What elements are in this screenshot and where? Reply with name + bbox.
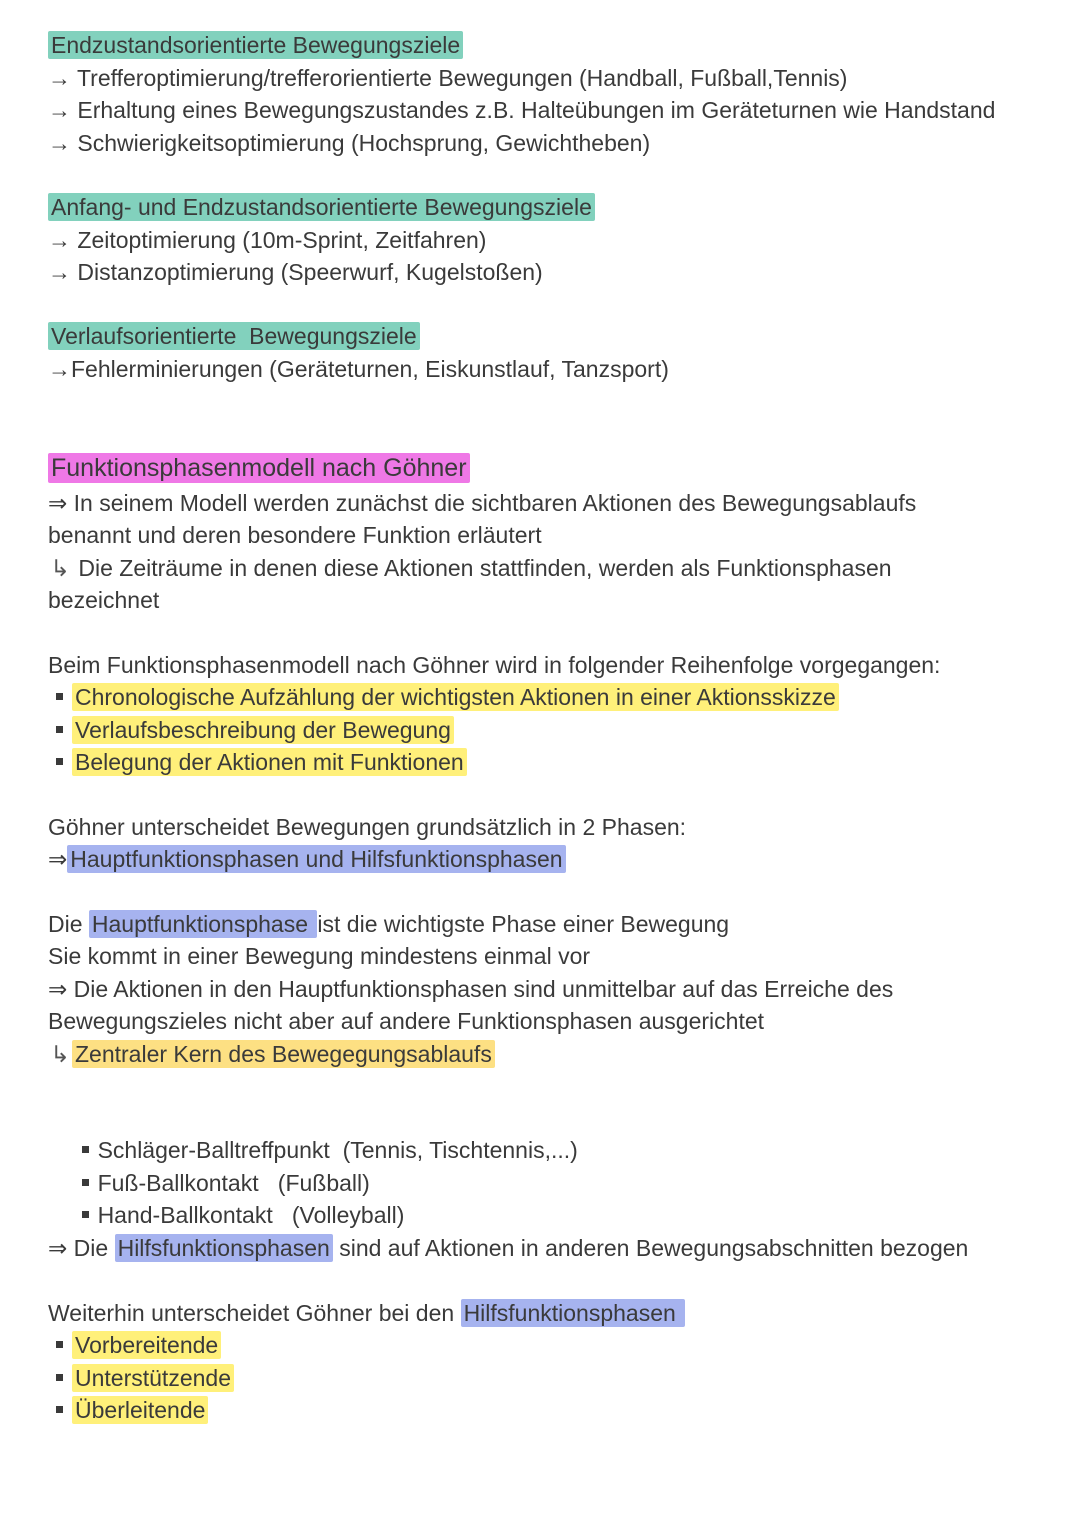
turn-arrow-icon: ↳ xyxy=(50,1041,70,1067)
main-suffix: ist die wichtigste Phase einer Bewegung xyxy=(317,911,730,937)
paragraph-line xyxy=(48,811,1060,843)
list-item xyxy=(48,62,1060,94)
bullet-icon xyxy=(56,693,63,700)
bullet-icon xyxy=(56,1341,63,1348)
aux-type-1: Vorbereitende xyxy=(72,1331,221,1359)
aux-intro-term: Hilfsfunktionsphasen xyxy=(461,1299,686,1327)
phases-text: Hauptfunktionsphasen und Hilfsfunktionsphasen xyxy=(67,845,565,873)
order-item-3: Belegung der Aktionen mit Funktionen xyxy=(72,748,467,776)
section2-item-2: Distanzoptimierung (Speerwurf, Kugelstoßen) xyxy=(77,259,543,285)
section4-heading: Funktionsphasenmodell nach Göhner xyxy=(48,453,470,483)
section1-heading: Endzustandsorientierte Bewegungsziele xyxy=(48,31,463,59)
order-item-1: Chronologische Aufzählung der wichtigsten Aktionen in einer Aktionsskizze xyxy=(72,683,839,711)
list-item xyxy=(48,681,1060,713)
double-arrow-icon: ⇒ xyxy=(48,846,68,872)
double-arrow-icon: ⇒ xyxy=(48,1235,68,1261)
section2-item-1: Zeitoptimierung (10m-Sprint, Zeitfahren) xyxy=(77,227,487,253)
list-item xyxy=(48,1394,1060,1426)
paragraph-line xyxy=(48,1297,1060,1329)
section3-item-1: Fehlerminierungen (Geräteturnen, Eiskunstlauf, Tanzsport) xyxy=(71,356,669,382)
order-intro: Beim Funktionsphasenmodell nach Göhner wird in folgender Reihenfolge vorgegangen: xyxy=(48,652,941,678)
aux-intro: Weiterhin unterscheidet Göhner bei den xyxy=(48,1300,461,1326)
paragraph-line xyxy=(48,519,1060,551)
main-line-4: Bewegungszieles nicht aber auf andere Funktionsphasen ausgerichtet xyxy=(48,1008,765,1034)
main-prefix: Die xyxy=(48,911,89,937)
aux-term: Hilfsfunktionsphasen xyxy=(115,1234,333,1262)
section4-heading-line xyxy=(48,452,1060,484)
main-term: Hauptfunktionsphase xyxy=(89,910,318,938)
intro-text-2: benannt und deren besondere Funktion erläutert xyxy=(48,522,542,548)
section1-heading-line xyxy=(48,29,1060,61)
list-item xyxy=(48,94,1060,126)
section1-item-1: Trefferoptimierung/trefferorientierte Bewegungen (Handball, Fußball,Tennis) xyxy=(76,65,848,91)
section1-item-3: Schwierigkeitsoptimierung (Hochsprung, Gewichtheben) xyxy=(77,130,651,156)
paragraph-line xyxy=(48,940,1060,972)
sub-text-2: bezeichnet xyxy=(48,587,160,613)
turn-arrow-icon: ↳ xyxy=(50,555,70,581)
paragraph-line xyxy=(48,908,1060,940)
arrow-icon: → xyxy=(48,65,71,91)
bullet-icon xyxy=(56,1406,63,1413)
aux-type-3: Überleitende xyxy=(72,1396,208,1424)
paragraph-line xyxy=(48,1232,1060,1264)
list-item xyxy=(48,1102,1060,1163)
list-item xyxy=(48,1167,1060,1228)
sub-text-1: Die Zeiträume in denen diese Aktionen stattfinden, werden als Funktionsphasen xyxy=(78,555,892,581)
bullet-icon xyxy=(82,1211,89,1218)
list-item xyxy=(48,127,1060,159)
list-item xyxy=(48,1135,1060,1196)
core-text: Zentraler Kern des Bewegegungsablaufs xyxy=(72,1040,495,1068)
paragraph-line xyxy=(48,649,1060,681)
main-line-3: Die Aktionen in den Hauptfunktionsphasen sind unmittelbar auf das Erreiche des xyxy=(73,976,894,1002)
arrow-icon: → xyxy=(48,259,71,285)
arrow-icon: → xyxy=(48,227,71,253)
section2-heading-line xyxy=(48,191,1060,223)
list-item xyxy=(48,746,1060,778)
example-3: Hand-Ballkontakt (Volleyball) xyxy=(97,1202,405,1228)
paragraph-line xyxy=(48,584,1060,616)
list-item xyxy=(48,1362,1060,1394)
bullet-icon xyxy=(56,1374,63,1381)
section1-item-2: Erhaltung eines Bewegungszustandes z.B. Halteübungen im Geräteturnen wie Handstand xyxy=(77,97,996,123)
list-item xyxy=(48,714,1060,746)
main-line-2: Sie kommt in einer Bewegung mindestens einmal vor xyxy=(48,943,591,969)
double-arrow-icon: ⇒ xyxy=(48,490,68,516)
aux-type-2: Unterstützende xyxy=(72,1364,234,1392)
list-item xyxy=(48,224,1060,256)
aux-prefix: Die xyxy=(73,1235,115,1261)
paragraph-line xyxy=(48,487,1060,519)
paragraph-line xyxy=(48,552,1060,584)
intro-text-1: In seinem Modell werden zunächst die sichtbaren Aktionen des Bewegungsablaufs xyxy=(73,490,917,516)
aux-suffix: sind auf Aktionen in anderen Bewegungsabschnitten bezogen xyxy=(332,1235,969,1261)
arrow-icon: → xyxy=(48,130,71,156)
order-item-2: Verlaufsbeschreibung der Bewegung xyxy=(72,716,454,744)
arrow-icon: → xyxy=(48,356,71,382)
list-item xyxy=(48,353,1060,385)
section3-heading: Verlaufsorientierte Bewegungsziele xyxy=(48,322,420,350)
paragraph-line xyxy=(48,1005,1060,1037)
bullet-icon xyxy=(56,726,63,733)
list-item xyxy=(48,256,1060,288)
double-arrow-icon: ⇒ xyxy=(48,976,68,1002)
example-1: Schläger-Balltreffpunkt (Tennis, Tischtennis,...) xyxy=(97,1137,578,1163)
paragraph-line xyxy=(48,1038,1060,1070)
section3-heading-line xyxy=(48,320,1060,352)
section2-heading: Anfang- und Endzustandsorientierte Bewegungsziele xyxy=(48,193,595,221)
arrow-icon: → xyxy=(48,97,71,123)
bullet-icon xyxy=(56,758,63,765)
example-2: Fuß-Ballkontakt (Fußball) xyxy=(97,1170,370,1196)
list-item xyxy=(48,1329,1060,1361)
paragraph-line xyxy=(48,973,1060,1005)
phases-intro: Göhner unterscheidet Bewegungen grundsätzlich in 2 Phasen: xyxy=(48,814,687,840)
paragraph-line xyxy=(48,843,1060,875)
